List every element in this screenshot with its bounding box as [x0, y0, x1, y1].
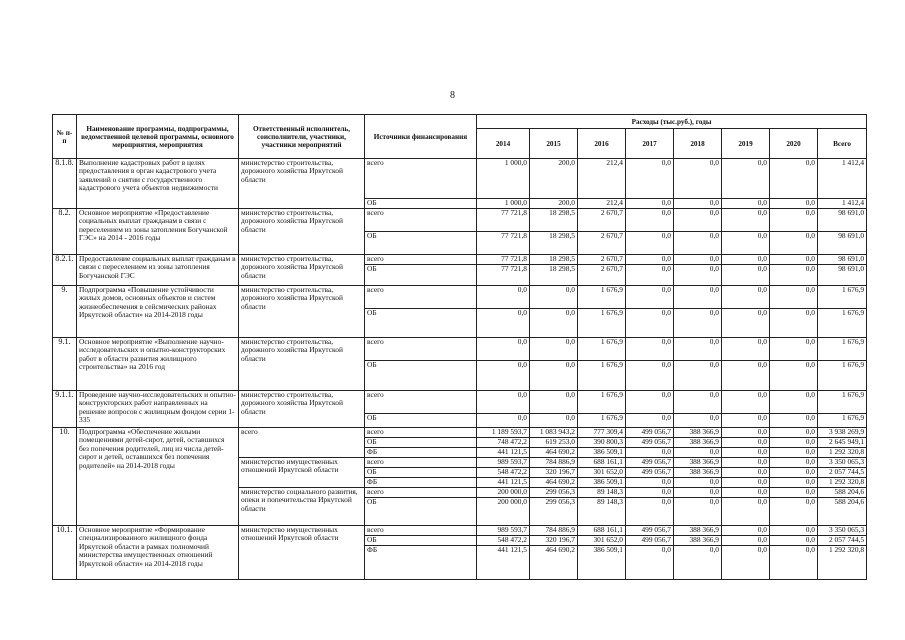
row-source: всего	[365, 526, 477, 536]
value-cell: 0,0	[722, 478, 770, 488]
value-cell: 0,0	[626, 232, 674, 255]
row-source: всего	[365, 391, 477, 414]
row-source: ОБ	[365, 265, 477, 286]
total-cell: 1 676,9	[818, 361, 867, 391]
value-cell: 0,0	[674, 498, 722, 526]
value-cell: 0,0	[722, 546, 770, 580]
value-cell: 464 690,2	[530, 478, 578, 488]
value-cell: 777 309,4	[578, 428, 626, 438]
value-cell: 301 652,0	[578, 536, 626, 546]
value-cell: 0,0	[674, 488, 722, 498]
value-cell: 0,0	[722, 209, 770, 232]
value-cell: 0,0	[770, 458, 818, 468]
value-cell: 0,0	[770, 209, 818, 232]
value-cell: 441 121,5	[477, 448, 530, 458]
value-cell: 18 298,5	[530, 209, 578, 232]
value-cell: 388 366,9	[674, 536, 722, 546]
total-cell: 1 292 320,8	[818, 478, 867, 488]
total-cell: 3 350 065,3	[818, 526, 867, 536]
value-cell: 784 886,9	[530, 526, 578, 536]
value-cell: 200 000,0	[477, 488, 530, 498]
value-cell: 499 056,7	[626, 458, 674, 468]
table-row	[53, 338, 867, 361]
value-cell: 464 690,2	[530, 546, 578, 580]
value-cell: 18 298,5	[530, 255, 578, 265]
value-cell: 0,0	[722, 428, 770, 438]
value-cell: 0,0	[722, 309, 770, 338]
value-cell: 0,0	[626, 255, 674, 265]
value-cell: 2 670,7	[578, 255, 626, 265]
value-cell: 390 800,3	[578, 438, 626, 448]
value-cell: 0,0	[626, 286, 674, 309]
row-source: ОБ	[365, 414, 477, 428]
value-cell: 0,0	[674, 546, 722, 580]
value-cell: 0,0	[770, 414, 818, 428]
header-total: Всего	[818, 129, 867, 159]
value-cell: 0,0	[626, 498, 674, 526]
value-cell: 0,0	[770, 498, 818, 526]
row-executor: министерство строительства, дорожного хозяйства Иркутской области	[239, 338, 365, 391]
value-cell: 1 676,9	[578, 414, 626, 428]
value-cell: 0,0	[770, 428, 818, 438]
header-expenses: Расходы (тыс.руб.), годы	[477, 115, 867, 129]
value-cell: 0,0	[477, 338, 530, 361]
total-cell: 98 691,0	[818, 255, 867, 265]
total-cell: 1 292 320,8	[818, 448, 867, 458]
row-number: 9.1.1.	[53, 391, 77, 428]
value-cell: 388 366,9	[674, 526, 722, 536]
value-cell: 0,0	[722, 536, 770, 546]
value-cell: 0,0	[530, 361, 578, 391]
row-name: Подпрограмма «Повышение устойчивости жилых домов, основных объектов и систем жизнеобеспечения в сейсмических районах Иркутской области» на 2014-2018 годы	[77, 286, 239, 338]
value-cell: 0,0	[626, 309, 674, 338]
total-cell: 2 645 949,1	[818, 438, 867, 448]
value-cell: 18 298,5	[530, 232, 578, 255]
value-cell: 688 161,1	[578, 458, 626, 468]
value-cell: 1 676,9	[578, 309, 626, 338]
value-cell: 441 121,5	[477, 546, 530, 580]
total-cell: 1 676,9	[818, 338, 867, 361]
value-cell: 499 056,7	[626, 438, 674, 448]
value-cell: 0,0	[770, 546, 818, 580]
row-executor: министерство строительства, дорожного хозяйства Иркутской области	[239, 159, 365, 209]
row-source: всего	[365, 338, 477, 361]
header-year: 2014	[477, 129, 530, 159]
value-cell: 0,0	[770, 536, 818, 546]
value-cell: 0,0	[722, 199, 770, 209]
value-cell: 1 000,0	[477, 199, 530, 209]
header-year: 2019	[722, 129, 770, 159]
total-cell: 98 691,0	[818, 265, 867, 286]
value-cell: 0,0	[722, 468, 770, 478]
value-cell: 2 670,7	[578, 265, 626, 286]
row-source: ОБ	[365, 361, 477, 391]
value-cell: 0,0	[530, 391, 578, 414]
value-cell: 0,0	[674, 255, 722, 265]
value-cell: 0,0	[722, 361, 770, 391]
total-cell: 588 204,6	[818, 498, 867, 526]
row-source: всего	[365, 209, 477, 232]
value-cell: 0,0	[722, 286, 770, 309]
header-year: 2017	[626, 129, 674, 159]
table-row	[53, 255, 867, 265]
value-cell: 464 690,2	[530, 448, 578, 458]
value-cell: 0,0	[477, 286, 530, 309]
value-cell: 388 366,9	[674, 428, 722, 438]
value-cell: 0,0	[530, 414, 578, 428]
row-source: ФБ	[365, 448, 477, 458]
total-cell: 1 676,9	[818, 414, 867, 428]
value-cell: 0,0	[770, 338, 818, 361]
row-source: ФБ	[365, 478, 477, 488]
value-cell: 0,0	[674, 199, 722, 209]
row-source: ФБ	[365, 546, 477, 580]
value-cell: 499 056,7	[626, 468, 674, 478]
total-cell: 1 412,4	[818, 199, 867, 209]
value-cell: 0,0	[770, 255, 818, 265]
value-cell: 0,0	[770, 309, 818, 338]
value-cell: 388 366,9	[674, 468, 722, 478]
table-row	[53, 428, 867, 438]
value-cell: 0,0	[722, 255, 770, 265]
page-number: 8	[450, 90, 455, 101]
row-source: всего	[365, 458, 477, 468]
value-cell: 388 366,9	[674, 438, 722, 448]
row-number: 8.2.1.	[53, 255, 77, 286]
header-year: 2020	[770, 129, 818, 159]
value-cell: 89 148,3	[578, 488, 626, 498]
value-cell: 1 676,9	[578, 338, 626, 361]
row-source: всего	[365, 159, 477, 199]
value-cell: 0,0	[674, 414, 722, 428]
row-number: 9.	[53, 286, 77, 338]
value-cell: 0,0	[722, 498, 770, 526]
table-row	[53, 159, 867, 199]
value-cell: 386 509,1	[578, 478, 626, 488]
table-row	[53, 209, 867, 232]
value-cell: 320 196,7	[530, 468, 578, 478]
value-cell: 0,0	[477, 309, 530, 338]
value-cell: 1 000,0	[477, 159, 530, 199]
value-cell: 320 196,7	[530, 536, 578, 546]
value-cell: 388 366,9	[674, 458, 722, 468]
value-cell: 0,0	[770, 232, 818, 255]
row-source: ОБ	[365, 232, 477, 255]
value-cell: 0,0	[674, 209, 722, 232]
row-executor: министерство социального развития, опеки и попечительства Иркутской области	[239, 488, 365, 526]
header-year: 2018	[674, 129, 722, 159]
value-cell: 499 056,7	[626, 536, 674, 546]
value-cell: 386 509,1	[578, 546, 626, 580]
value-cell: 0,0	[626, 391, 674, 414]
value-cell: 499 056,7	[626, 428, 674, 438]
row-executor: министерство имущественных отношений Иркутской области	[239, 458, 365, 488]
value-cell: 1 083 943,2	[530, 428, 578, 438]
row-source: ОБ	[365, 438, 477, 448]
header-source: Источники финансирования	[365, 115, 477, 159]
total-cell: 3 350 065,3	[818, 458, 867, 468]
value-cell: 0,0	[626, 478, 674, 488]
value-cell: 0,0	[626, 546, 674, 580]
value-cell: 748 472,2	[477, 438, 530, 448]
value-cell: 0,0	[626, 265, 674, 286]
value-cell: 77 721,8	[477, 255, 530, 265]
total-cell: 3 938 269,9	[818, 428, 867, 438]
value-cell: 0,0	[530, 286, 578, 309]
value-cell: 386 509,1	[578, 448, 626, 458]
row-source: всего	[365, 428, 477, 438]
row-name: Основное мероприятие «Формирование специализированного жилищного фонда Иркутской области в рамках полномочий министерства имущественных отношений Иркутской области» на 2014-2018 годы	[77, 526, 239, 580]
value-cell: 989 593,7	[477, 526, 530, 536]
value-cell: 0,0	[674, 265, 722, 286]
total-cell: 98 691,0	[818, 232, 867, 255]
row-executor: министерство строительства, дорожного хозяйства Иркутской области	[239, 286, 365, 338]
value-cell: 77 721,8	[477, 209, 530, 232]
value-cell: 1 676,9	[578, 391, 626, 414]
value-cell: 0,0	[770, 526, 818, 536]
row-source: ОБ	[365, 536, 477, 546]
value-cell: 0,0	[722, 526, 770, 536]
total-cell: 1 676,9	[818, 286, 867, 309]
value-cell: 89 148,3	[578, 498, 626, 526]
row-source: всего	[365, 488, 477, 498]
value-cell: 0,0	[477, 414, 530, 428]
row-executor: министерство имущественных отношений Иркутской области	[239, 526, 365, 580]
row-source: всего	[365, 255, 477, 265]
header-executor: Ответственный исполнитель, соисполнители, участники, участники мероприятий	[239, 115, 365, 159]
value-cell: 2 670,7	[578, 209, 626, 232]
value-cell: 0,0	[722, 159, 770, 199]
total-cell: 1 676,9	[818, 391, 867, 414]
value-cell: 0,0	[770, 478, 818, 488]
value-cell: 0,0	[674, 159, 722, 199]
value-cell: 1 676,9	[578, 361, 626, 391]
value-cell: 441 121,5	[477, 478, 530, 488]
value-cell: 200 000,0	[477, 498, 530, 526]
budget-table	[52, 114, 867, 580]
value-cell: 0,0	[530, 309, 578, 338]
value-cell: 0,0	[674, 286, 722, 309]
row-name: Подпрограмма «Обеспечение жилыми помещениями детей-сирот, детей, оставшихся без попечения родителей, лиц из числа детей-сирот и детей, оставшихся без попечения родителей» на 2014-2018 годы	[77, 428, 239, 526]
value-cell: 784 886,9	[530, 458, 578, 468]
value-cell: 200,0	[530, 199, 578, 209]
value-cell: 0,0	[722, 232, 770, 255]
row-name: Выполнение кадастровых работ в целях предоставления в орган кадастрового учета заявлений о снятии с государственного кадастрового учета объектов недвижимости	[77, 159, 239, 209]
value-cell: 0,0	[674, 391, 722, 414]
value-cell: 0,0	[674, 361, 722, 391]
row-source: всего	[365, 286, 477, 309]
value-cell: 77 721,8	[477, 232, 530, 255]
total-cell: 1 412,4	[818, 159, 867, 199]
header-year: 2015	[530, 129, 578, 159]
value-cell: 200,0	[530, 159, 578, 199]
row-name: Проведение научно-исследовательских и опытно-конструкторских работ направленных на решение вопросов с жилищным фондом серии 1-335	[77, 391, 239, 428]
value-cell: 212,4	[578, 159, 626, 199]
row-executor: министерство строительства, дорожного хозяйства Иркутской области	[239, 209, 365, 255]
row-name: Основное мероприятие «Выполнение научно-исследовательских и опытно-конструкторских работ в области развития жилищного строительства» на 2016 год	[77, 338, 239, 391]
value-cell: 0,0	[770, 159, 818, 199]
value-cell: 0,0	[674, 338, 722, 361]
value-cell: 0,0	[722, 458, 770, 468]
value-cell: 0,0	[722, 265, 770, 286]
value-cell: 0,0	[770, 199, 818, 209]
value-cell: 0,0	[722, 414, 770, 428]
row-executor: министерство строительства, дорожного хозяйства Иркутской области	[239, 255, 365, 286]
value-cell: 0,0	[626, 199, 674, 209]
value-cell: 0,0	[722, 448, 770, 458]
value-cell: 0,0	[770, 286, 818, 309]
value-cell: 0,0	[722, 488, 770, 498]
row-name: Предоставление социальных выплат гражданам в связи с переселением из зоны затопления Богучанской ГЭС	[77, 255, 239, 286]
row-name: Основное мероприятие «Предоставление социальных выплат гражданам в связи с переселением из зоны затопления Богучанской ГЭС» на 2014 - 2016 годы	[77, 209, 239, 255]
value-cell: 301 652,0	[578, 468, 626, 478]
header-year: 2016	[578, 129, 626, 159]
value-cell: 0,0	[722, 338, 770, 361]
value-cell: 0,0	[477, 391, 530, 414]
value-cell: 0,0	[722, 391, 770, 414]
value-cell: 0,0	[770, 391, 818, 414]
value-cell: 0,0	[674, 309, 722, 338]
value-cell: 0,0	[626, 488, 674, 498]
row-source: ОБ	[365, 199, 477, 209]
total-cell: 1 676,9	[818, 309, 867, 338]
total-cell: 2 057 744,5	[818, 536, 867, 546]
table-row	[53, 526, 867, 536]
total-cell: 1 292 320,8	[818, 546, 867, 580]
value-cell: 688 161,1	[578, 526, 626, 536]
value-cell: 0,0	[770, 468, 818, 478]
row-source: ОБ	[365, 468, 477, 478]
row-executor: министерство строительства, дорожного хозяйства Иркутской области	[239, 391, 365, 428]
value-cell: 0,0	[674, 478, 722, 488]
total-cell: 98 691,0	[818, 209, 867, 232]
value-cell: 499 056,7	[626, 526, 674, 536]
value-cell: 0,0	[626, 209, 674, 232]
value-cell: 299 056,3	[530, 488, 578, 498]
value-cell: 77 721,8	[477, 265, 530, 286]
row-source: ОБ	[365, 309, 477, 338]
value-cell: 0,0	[626, 448, 674, 458]
total-cell: 588 204,6	[818, 488, 867, 498]
header-num: № п-п	[53, 115, 77, 159]
total-cell: 2 057 744,5	[818, 468, 867, 478]
value-cell: 1 676,9	[578, 286, 626, 309]
value-cell: 619 253,0	[530, 438, 578, 448]
value-cell: 0,0	[770, 265, 818, 286]
value-cell: 0,0	[530, 338, 578, 361]
value-cell: 0,0	[626, 159, 674, 199]
header-name: Наименование программы, подпрограммы, ведомственной целевой программы, основного мероприятия, мероприятия	[77, 115, 239, 159]
value-cell: 299 056,3	[530, 498, 578, 526]
value-cell: 548 472,2	[477, 536, 530, 546]
value-cell: 0,0	[770, 438, 818, 448]
row-source: ОБ	[365, 498, 477, 526]
row-number: 9.1.	[53, 338, 77, 391]
row-number: 8.1.8.	[53, 159, 77, 209]
value-cell: 1 189 593,7	[477, 428, 530, 438]
value-cell: 548 472,2	[477, 468, 530, 478]
row-executor: всего	[239, 428, 365, 458]
value-cell: 0,0	[770, 361, 818, 391]
row-number: 10.1.	[53, 526, 77, 580]
value-cell: 989 593,7	[477, 458, 530, 468]
table-row	[53, 286, 867, 309]
value-cell: 0,0	[674, 232, 722, 255]
value-cell: 0,0	[626, 338, 674, 361]
row-number: 8.2.	[53, 209, 77, 255]
value-cell: 2 670,7	[578, 232, 626, 255]
value-cell: 212,4	[578, 199, 626, 209]
row-number: 10.	[53, 428, 77, 526]
value-cell: 0,0	[722, 438, 770, 448]
value-cell: 18 298,5	[530, 265, 578, 286]
value-cell: 0,0	[626, 414, 674, 428]
value-cell: 0,0	[477, 361, 530, 391]
value-cell: 0,0	[770, 448, 818, 458]
value-cell: 0,0	[626, 361, 674, 391]
value-cell: 0,0	[674, 448, 722, 458]
table-row	[53, 391, 867, 414]
value-cell: 0,0	[770, 488, 818, 498]
